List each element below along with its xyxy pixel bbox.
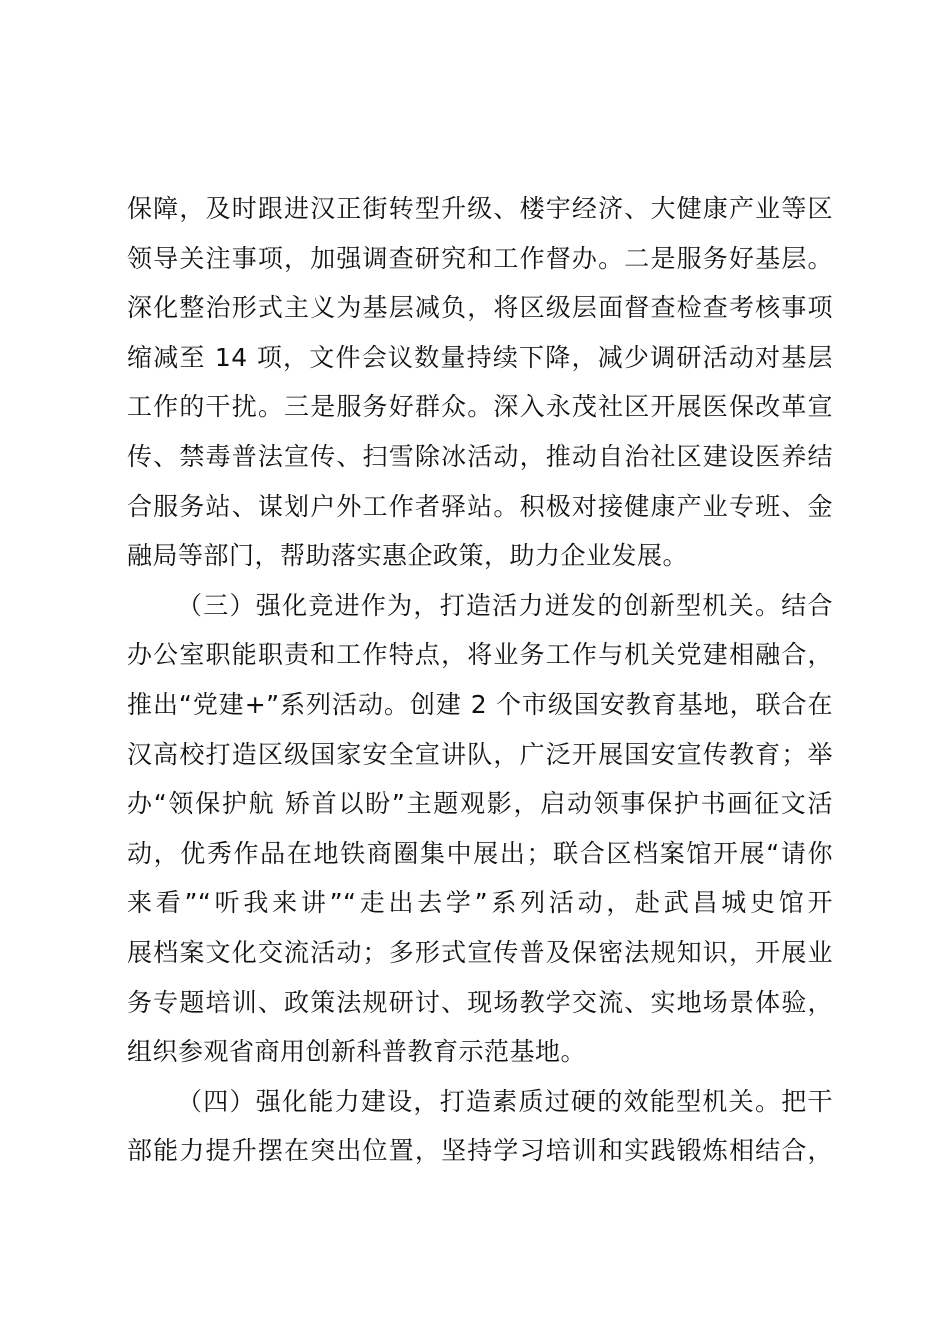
text-line: 办公室职能职责和工作特点，将业务工作与机关党建相融合， [127, 640, 833, 670]
text-line: 融局等部门，帮助落实惠企政策，助力企业发展。 [127, 541, 689, 571]
text-line: 办“领保护航 矫首以盼”主题观影，启动领事保护书画征文活 [127, 789, 833, 819]
text-line: 传、禁毒普法宣传、扫雪除冰活动，推动自治社区建设医养结 [127, 441, 833, 471]
text-line: 部能力提升摆在突出位置，坚持学习培训和实践锻炼相结合， [127, 1136, 833, 1166]
text-line: 动，优秀作品在地铁商圈集中展出；联合区档案馆开展“请你 [127, 838, 833, 868]
text-line: 推出“党建+”系列活动。创建 2 个市级国安教育基地，联合在 [127, 689, 833, 719]
section-heading-line: （三）强化竞进作为，打造活力迸发的创新型机关。结合 [177, 590, 833, 620]
text-line: 展档案文化交流活动；多形式宣传普及保密法规知识，开展业 [127, 937, 833, 967]
text-line: 深化整治形式主义为基层减负，将区级层面督查检查考核事项 [127, 293, 833, 323]
text-line: 合服务站、谋划户外工作者驿站。积极对接健康产业专班、金 [127, 491, 833, 521]
text-line: 工作的干扰。三是服务好群众。深入永茂社区开展医保改革宣 [127, 392, 833, 422]
text-line: 保障，及时跟进汉正街转型升级、楼宇经济、大健康产业等区 [127, 194, 833, 223]
text-line: 组织参观省商用创新科普教育示范基地。 [127, 1037, 587, 1067]
text-line: 领导关注事项，加强调查研究和工作督办。二是服务好基层。 [127, 243, 833, 273]
text-line: 来看”“听我来讲”“走出去学”系列活动，赴武昌城史馆开 [127, 888, 833, 918]
text-line: 务专题培训、政策法规研讨、现场教学交流、实地场景体验， [127, 987, 833, 1017]
body-text [127, 184, 833, 1176]
section-heading-line: （四）强化能力建设，打造素质过硬的效能型机关。把干 [177, 1086, 833, 1116]
text-line: 缩减至 14 项，文件会议数量持续下降，减少调研活动对基层 [127, 342, 833, 372]
text-line: 汉高校打造区级国家安全宣讲队，广泛开展国安宣传教育；举 [127, 739, 833, 769]
